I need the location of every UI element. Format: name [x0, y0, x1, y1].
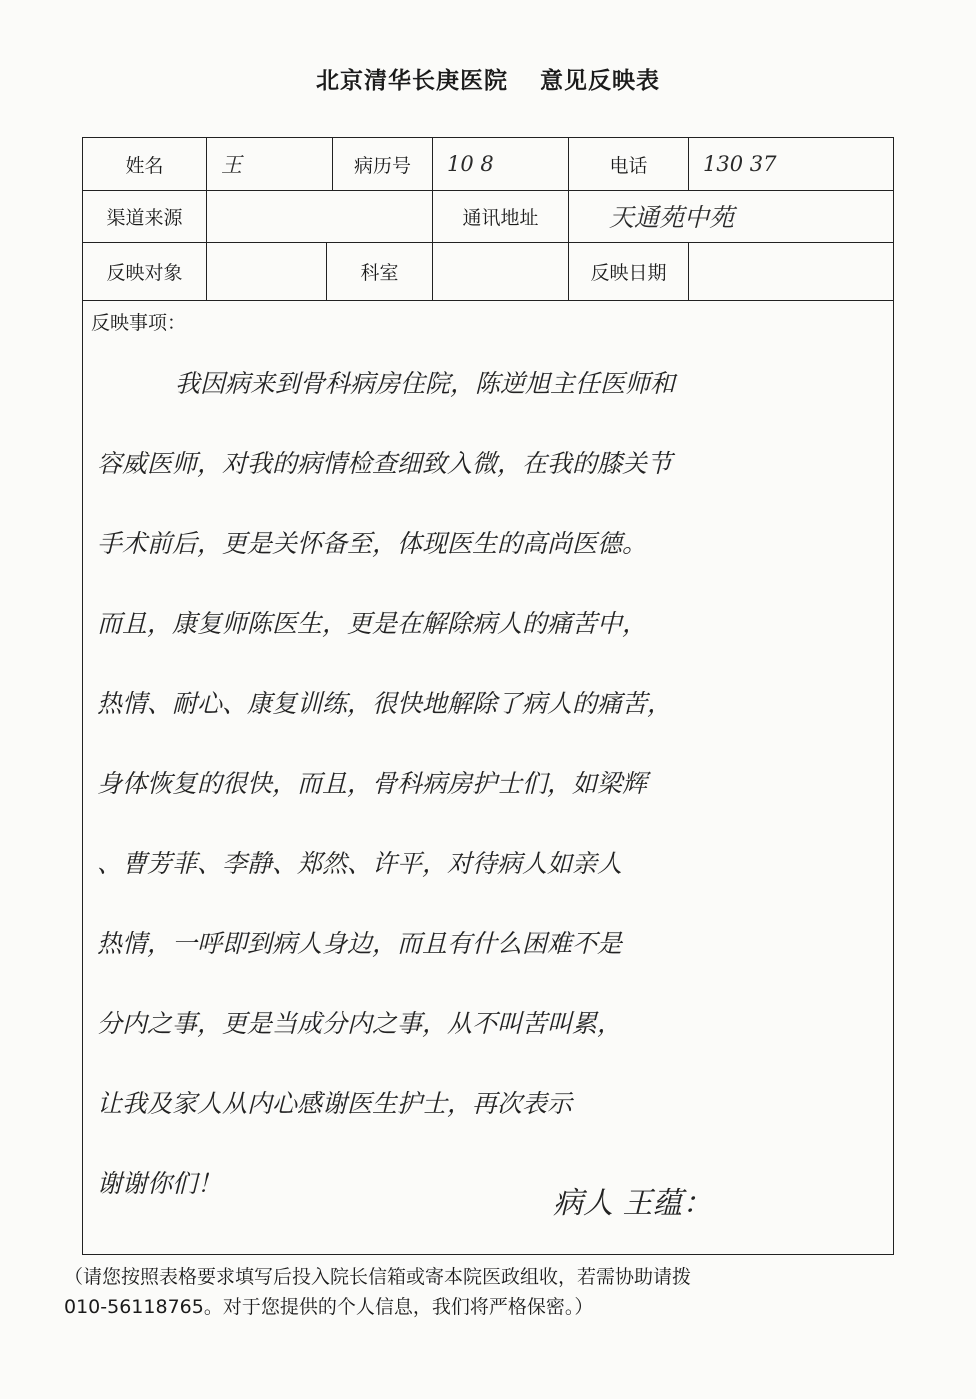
feedback-form [82, 137, 894, 1255]
footer-note-line: （请您按照表格要求填写后投入院长信箱或寄本院医政组收，若需协助请拨 [64, 1266, 692, 1288]
date-field[interactable] [689, 242, 895, 300]
name-field[interactable]: 王 [207, 138, 333, 190]
row-channel [83, 190, 893, 243]
address-label: 通讯地址 [433, 190, 569, 242]
matters-line: 容威医师，对我的病情检查细致入微，在我的膝关节 [97, 449, 673, 478]
target-field[interactable] [207, 242, 327, 300]
channel-field[interactable] [207, 190, 433, 242]
name-label: 姓名 [83, 138, 207, 190]
phone-field[interactable]: 130 37 [703, 152, 777, 176]
matters-text [97, 344, 877, 1224]
footer-note-line: 010-56118765。对于您提供的个人信息，我们将严格保密。） [64, 1296, 594, 1318]
record-label: 病历号 [333, 138, 433, 190]
hospital-name: 北京清华长庚医院 [316, 68, 508, 94]
record-field[interactable]: 10 8 [433, 138, 569, 190]
dept-label: 科室 [327, 242, 433, 300]
matters-line: 身体恢复的很快，而且，骨科病房护士们，如梁辉 [97, 769, 648, 798]
footer-note [64, 1262, 924, 1322]
matters-line: 手术前后，更是关怀备至，体现医生的高尚医德。 [97, 529, 648, 558]
form-title [0, 62, 976, 95]
row-name [83, 138, 893, 191]
matters-line: 热情、耐心、康复训练，很快地解除了病人的痛苦， [97, 689, 673, 718]
signature: 病人 王蕴： [553, 1186, 713, 1221]
channel-label: 渠道来源 [83, 190, 207, 242]
target-label: 反映对象 [83, 242, 207, 300]
date-label: 反映日期 [569, 242, 689, 300]
row-target [83, 242, 893, 301]
matters-line: 我因病来到骨科病房住院，陈逆旭主任医师和 [175, 369, 676, 398]
matters-line: 热情，一呼即到病人身边，而且有什么困难不是 [97, 929, 623, 958]
matters-label: 反映事项： [91, 312, 187, 334]
matters-line: 让我及家人从内心感谢医生护士，再次表示 [97, 1089, 573, 1118]
dept-field[interactable] [433, 242, 569, 300]
matters-line: 、曹芳菲、李静、郑然、许平，对待病人如亲人 [97, 849, 623, 878]
matters-line: 而且，康复师陈医生，更是在解除病人的痛苦中， [97, 609, 648, 638]
phone-label: 电话 [569, 138, 689, 190]
matters-line: 分内之事，更是当成分内之事，从不叫苦叫累， [97, 1009, 623, 1038]
form-name: 意见反映表 [540, 68, 660, 94]
address-field[interactable]: 天通苑中苑 [609, 203, 735, 232]
matters-line: 谢谢你们！ [97, 1169, 223, 1198]
